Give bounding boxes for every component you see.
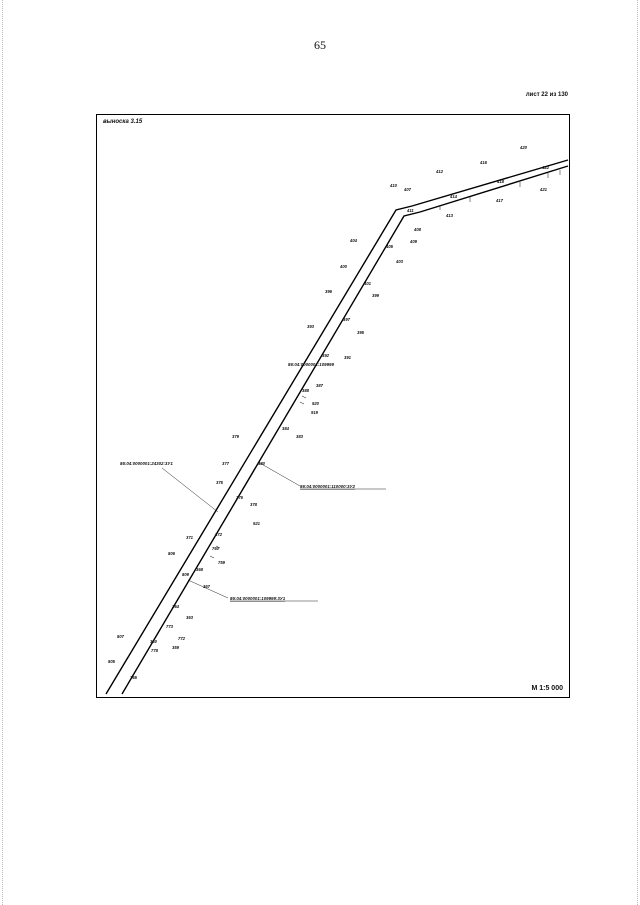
- point-label: 368: [196, 567, 203, 572]
- point-label: 409: [410, 239, 417, 244]
- point-label: 387: [316, 383, 323, 388]
- point-label: 375: [216, 480, 223, 485]
- point-label: 377: [222, 461, 229, 466]
- point-label: 363: [186, 615, 193, 620]
- point-label: 371: [186, 535, 193, 540]
- corridor-line-outer: [106, 160, 568, 694]
- point-label: 384: [282, 426, 289, 431]
- point-label: 420: [520, 145, 527, 150]
- leader-line: [188, 580, 228, 598]
- hatch-mark: [302, 396, 306, 398]
- point-label: 408: [414, 227, 421, 232]
- point-label: 418: [497, 179, 504, 184]
- point-label: 393: [307, 324, 314, 329]
- point-label: 760: [212, 546, 219, 551]
- point-label: 404: [350, 238, 357, 243]
- point-label: 421: [540, 187, 547, 192]
- point-label: 417: [496, 198, 503, 203]
- point-label: 807: [117, 634, 124, 639]
- cadastral-label: 86:04:0000001:109999: [288, 362, 334, 367]
- point-label: 383: [296, 434, 303, 439]
- point-label: 405: [386, 244, 393, 249]
- point-label: 372: [215, 532, 222, 537]
- point-label: 772: [178, 636, 185, 641]
- hatch-mark: [300, 402, 304, 404]
- point-label: 407: [404, 187, 411, 192]
- page-number: 65: [314, 38, 326, 52]
- cadastral-label: 86:04:0000001:110000:3У2: [300, 484, 355, 489]
- scale-label: M 1:5 000: [531, 685, 563, 692]
- point-label: 359: [172, 645, 179, 650]
- point-label: 403: [396, 259, 403, 264]
- point-label: 392: [322, 353, 329, 358]
- point-label: 805: [108, 659, 115, 664]
- hatch-mark: [210, 556, 214, 558]
- point-label: 388: [302, 388, 309, 393]
- point-label: 379: [232, 434, 239, 439]
- leader-line: [162, 468, 218, 512]
- point-label: 380: [258, 461, 265, 466]
- point-label: 396: [325, 289, 332, 294]
- point-label: 400: [340, 264, 347, 269]
- point-label: 410: [390, 183, 397, 188]
- point-label: 391: [344, 355, 351, 360]
- point-label: 921: [253, 521, 260, 526]
- point-label: 395: [357, 330, 364, 335]
- point-label: 376: [236, 495, 243, 500]
- point-label: 413: [446, 213, 453, 218]
- cadastral-labels: [120, 362, 355, 601]
- sheet-label: лист 22 из 130: [525, 92, 568, 98]
- point-labels: [108, 145, 550, 680]
- point-label: 919: [311, 410, 318, 415]
- point-label: 920: [312, 401, 319, 406]
- point-label: 416: [480, 160, 487, 165]
- corridor-lines: [106, 160, 568, 694]
- point-label: 360: [150, 639, 157, 644]
- leader-lines: [162, 462, 386, 601]
- cadastral-label: 86:04:0000001:24302:3У1: [120, 461, 173, 466]
- point-label: 414: [450, 194, 457, 199]
- callout-title: выноска 3.15: [103, 119, 143, 125]
- point-label: 367: [203, 584, 210, 589]
- point-label: 773: [166, 624, 173, 629]
- cadastral-label: 86:04:0000001:109999:3У1: [230, 596, 286, 601]
- point-label: 378: [250, 502, 257, 507]
- point-label: 364: [172, 604, 179, 609]
- point-label: 422: [542, 165, 549, 170]
- point-label: 399: [372, 293, 379, 298]
- point-label: 759: [218, 560, 225, 565]
- point-label: 765: [130, 675, 137, 680]
- point-label: 806: [168, 551, 175, 556]
- point-label: 778: [151, 648, 158, 653]
- point-label: 412: [436, 169, 443, 174]
- point-label: 397: [343, 317, 350, 322]
- point-label: 401: [364, 281, 371, 286]
- point-label: 411: [407, 208, 414, 213]
- point-label: 809: [182, 572, 189, 577]
